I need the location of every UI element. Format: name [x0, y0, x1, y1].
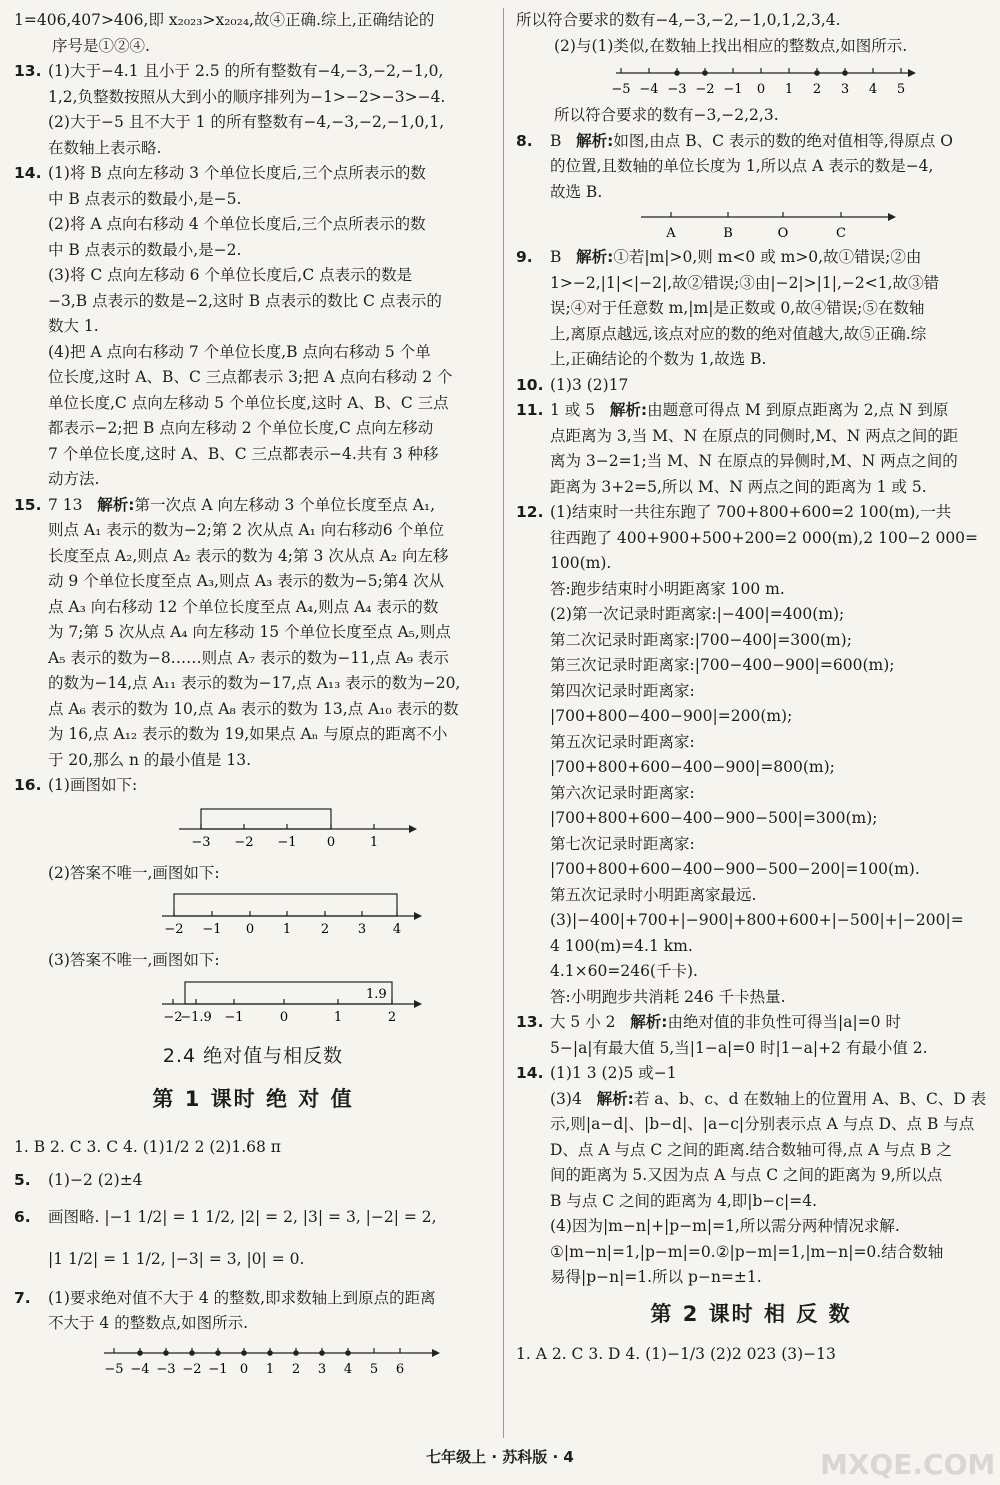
column-divider [503, 8, 504, 1438]
text-line: 距离为 3+2=5,所以 M、N 两点之间的距离为 1 或 5. [550, 477, 927, 496]
text-line: 中 B 点表示的数最小,是−2. [48, 240, 242, 259]
axis-label: 1.9 [366, 986, 387, 1002]
question-number: 7. [14, 1288, 31, 1307]
question-number: 12. [516, 503, 544, 521]
text-line: |700+800+600−400−900−500|=300(m); [550, 809, 878, 827]
fraction: 1/2 [164, 1137, 190, 1156]
text-line: ①若|m|>0,则 m<0 或 m>0,故①错误;②由 [613, 248, 922, 266]
answer: 大 5 小 2 [550, 1013, 616, 1031]
text-line: 第五次记录时距离家: [550, 732, 695, 751]
text-line: (3)将 C 点向左移动 6 个单位长度后,C 点表示的数是 [48, 266, 413, 284]
text-line: 示,则|a−d|、|b−d|、|a−c|分别表示点 A 与点 D、点 B 与点 [550, 1115, 975, 1133]
tick-label: −1 [277, 834, 297, 850]
text-line: 1. B 2. C 3. C 4. (1) [14, 1137, 165, 1156]
text-line: 序号是①②④. [52, 36, 150, 55]
tick-label: 1 [265, 1361, 275, 1377]
tick-label: −1 [224, 1009, 244, 1025]
tick-label: 5 [896, 82, 906, 97]
tick-label: 4 [392, 922, 402, 937]
text-line: 点距离为 3,当 M、N 在原点的同侧时,M、N 两点之间的距 [550, 426, 959, 445]
tick-label: 2 [291, 1361, 301, 1377]
tick-label: 2 [812, 82, 822, 97]
tick-label: −3 [191, 834, 211, 850]
text-line: |1 1/2| = 1 1/2, |−3| = 3, |0| = 0. [48, 1249, 305, 1268]
tick-label: 3 [357, 922, 367, 937]
text-line: 的数为−14,点 A₁₁ 表示的数为−17,点 A₁₃ 表示的数为−20, [48, 674, 461, 692]
question-number: 15. [14, 495, 42, 514]
text-line: 数大 1. [48, 317, 99, 335]
text-line: 则点 A₁ 表示的数为−2;第 2 次从点 A₁ 向右移动6 个单位 [48, 521, 445, 539]
text-line: 4.1×60=246(千卡). [550, 962, 698, 980]
number-line-figure-7b [516, 61, 986, 101]
tick-label: 6 [395, 1361, 405, 1377]
tick-label: 1 [282, 922, 292, 937]
tick-label: 3 [840, 82, 850, 97]
tick-label: −2 [164, 922, 184, 937]
text-line: 4 100(m)=4.1 km. [550, 936, 693, 955]
text-line: 100(m). [550, 554, 612, 572]
integer-point [241, 1350, 247, 1356]
watermark: MXQE.COM [820, 1448, 996, 1481]
analysis-label: 解析: [609, 401, 648, 419]
tick-label: A [666, 226, 676, 241]
question-number: 14. [14, 164, 42, 182]
text-line: 第一次点 A 向左移动 3 个单位长度至点 A₁, [134, 495, 436, 514]
text-line: 易得|p−n|=1.所以 p−n=±1. [550, 1268, 762, 1286]
tick-label: 3 [317, 1361, 327, 1377]
analysis-label: 解析: [630, 1013, 668, 1031]
text-line: 第五次记录时小明距离家最远. [550, 885, 757, 904]
answer: 1 或 5 [550, 401, 596, 419]
text-line: (1)要求绝对值不大于 4 的整数,即求数轴上到原点的距离 [48, 1288, 436, 1307]
text-line: 上,离原点越远,该点对应的数的绝对值越大,故⑤正确.综 [550, 324, 927, 343]
tick-label: 1 [784, 82, 794, 97]
question-number: 11. [516, 401, 544, 419]
question-number: 13. [516, 1013, 544, 1031]
text-line: ①|m−n|=1,|p−m|=0.②|p−m|=1,|m−n|=0.结合数轴 [550, 1242, 944, 1261]
tick-label: −4 [639, 82, 659, 97]
axis-ticks [665, 212, 846, 241]
axis-ticks [163, 999, 396, 1025]
text-line: 答:小明跑步共消耗 246 千卡热量. [550, 987, 786, 1006]
text-line: 第三次记录时距离家:|700−400−900|=600(m); [550, 656, 895, 674]
tick-label: −2 [695, 82, 715, 97]
text-line: 位长度,这时 A、B、C 三点都表示 3;把 A 点向右移动 2 个 [48, 368, 453, 386]
tick-label: −5 [611, 82, 631, 97]
text-line: (3)答案不唯一,画图如下: [48, 951, 220, 969]
text-line: 如图,由点 B、C 表示的数的绝对值相等,得原点 O [613, 131, 953, 150]
tick-label: −3 [667, 82, 687, 97]
text-line: (2)第一次记录时距离家:|−400|=400(m); [550, 605, 845, 623]
text-line: 在数轴上表示略. [48, 138, 162, 157]
text-line: A₅ 表示的数为−8……则点 A₇ 表示的数为−11,点 A₉ 表示 [48, 648, 449, 667]
tick-label: −2 [163, 1009, 183, 1025]
tick-label: −1 [202, 922, 222, 937]
text-line: 中 B 点表示的数最小,是−5. [48, 189, 242, 208]
tick-label: −1.9 [180, 1009, 212, 1025]
text-line: (2)与(1)类似,在数轴上找出相应的整数点,如图所示. [554, 36, 908, 55]
text-line: 7 个单位长度,这时 A、B、C 三点都表示−4.共有 3 种移 [48, 444, 439, 463]
integer-point [345, 1350, 351, 1356]
text-line: |700+800−400−900|=200(m); [550, 707, 793, 725]
text-line: 不大于 4 的整数点,如图所示. [48, 1314, 249, 1332]
tick-label: 4 [343, 1361, 353, 1377]
analysis-label: 解析: [97, 495, 135, 514]
text-line: D、点 A 与点 C 之间的距离.结合数轴可得,点 A 与点 B 之 [550, 1140, 952, 1159]
answer: 7 13 [48, 495, 83, 514]
text-line: 1,2,负整数按照从大到小的顺序排列为−1>−2>−3>−4. [48, 87, 446, 106]
tick-label: 0 [245, 922, 255, 937]
text-line: 1. A 2. C 3. D 4. (1)−1/3 (2)2 023 (3)−13 [516, 1344, 836, 1363]
tick-label: −4 [130, 1361, 150, 1377]
question-number: 5. [14, 1170, 31, 1189]
number-line-figure-1 [14, 801, 492, 859]
tick-label: −5 [104, 1361, 124, 1377]
question-number: 6. [14, 1207, 31, 1226]
text-line: 5−|a|有最大值 5,当|1−a|=0 时|1−a|+2 有最小值 2. [550, 1038, 928, 1057]
text-line: 第七次记录时距离家: [550, 834, 695, 853]
lesson-title: 第 2 课时 相 反 数 [650, 1301, 852, 1326]
text-line: (2)答案不唯一,画图如下: [48, 863, 220, 882]
text-line: (3)|−400|+700+|−900|+800+600+|−500|+|−200|= [550, 911, 964, 929]
question-number: 8. [516, 131, 533, 150]
left-column [14, 8, 492, 1385]
tick-label: −3 [156, 1361, 176, 1377]
text-line: 于 20,那么 n 的最小值是 13. [48, 750, 251, 769]
text-line: 第二次记录时距离家:|700−400|=300(m); [550, 630, 852, 649]
text-line: 为 7;第 5 次从点 A₄ 向左移动 15 个单位长度至点 A₅,则点 [48, 623, 451, 641]
text-line: (2)大于−5 且不大于 1 的所有整数有−4,−3,−2,−1,0,1, [48, 113, 445, 131]
text-line: 点 A₃ 向右移动 12 个单位长度至点 A₄,则点 A₄ 表示的数 [48, 597, 439, 616]
analysis-label: 解析: [576, 131, 614, 150]
question-number: 10. [516, 375, 544, 394]
section-title: 2.4 绝对值与相反数 [162, 1044, 344, 1067]
text-line: 答:跑步结束时小明距离家 100 m. [550, 579, 785, 598]
text-line: 上,正确结论的个数为 1,故选 B. [550, 350, 767, 368]
analysis-label: 解析: [576, 248, 614, 266]
integer-point [319, 1350, 325, 1356]
text-line: 第四次记录时距离家: [550, 681, 695, 700]
text-line: (1)大于−4.1 且小于 2.5 的所有整数有−4,−3,−2,−1,0, [48, 62, 444, 80]
tick-label: O [777, 226, 789, 241]
text-line: (1)画图如下: [48, 776, 138, 794]
number-line-figure-7 [14, 1339, 492, 1383]
text-line: 故选 B. [550, 182, 603, 201]
text-line: 所以符合要求的数有−3,−2,2,3. [554, 106, 779, 124]
answer: (3)4 [550, 1089, 582, 1108]
analysis-label: 解析: [596, 1089, 634, 1108]
integer-point [293, 1350, 299, 1356]
question-number: 13. [14, 62, 42, 80]
text-line: 长度至点 A₂,则点 A₂ 表示的数为 4;第 3 次从点 A₂ 向左移 [48, 546, 449, 565]
integer-point [267, 1350, 273, 1356]
text-line: 1=406,407>406,即 x₂₀₂₃>x₂₀₂₄,故④正确.综上,正确结论的 [14, 11, 435, 29]
integer-point [674, 70, 680, 76]
text-line: 动 9 个单位长度至点 A₃,则点 A₃ 表示的数为−5;第4 次从 [48, 572, 445, 590]
text-line: 离为 3−2=1;当 M、N 在原点的异侧时,M、N 两点之间的 [550, 452, 958, 470]
text-line: (4)把 A 点向右移动 7 个单位长度,B 点向右移动 5 个单 [48, 342, 431, 361]
tick-label: −1 [723, 82, 743, 97]
right-column [516, 8, 986, 1371]
tick-label: 0 [756, 82, 766, 97]
text-line: 误;④对于任意数 m,|m|是正数或 0,故④错误;⑤在数轴 [550, 299, 925, 317]
number-line-figure-8 [516, 207, 986, 243]
answer: B [550, 248, 562, 266]
text-line: 点 A₆ 表示的数为 10,点 A₈ 表示的数为 13,点 A₁₀ 表示的数 [48, 699, 459, 718]
integer-point [163, 1350, 169, 1356]
text-line: (4)因为|m−n|+|p−m|=1,所以需分两种情况求解. [550, 1217, 900, 1235]
integer-point [215, 1350, 221, 1356]
text-line: |700+800+600−400−900|=800(m); [550, 758, 835, 776]
axis-ticks [164, 911, 401, 937]
tick-label: B [723, 226, 733, 241]
tick-label: 1 [333, 1009, 343, 1025]
text-line: (1)3 (2)17 [550, 375, 629, 394]
text-line: 1>−2,|1|<|−2|,故②错误;③由|−2|>|1|,−2<1,故③错 [550, 273, 939, 292]
text-line: |700+800+600−400−900−500−200|=100(m). [550, 860, 920, 878]
page-footer: 七年级上 · 苏科版 · 4 [426, 1448, 574, 1466]
text-line: 往西跑了 400+900+500+200=2 000(m),2 100−2 000= [550, 528, 979, 547]
text-line: 由绝对值的非负性可得当|a|=0 时 [667, 1013, 901, 1031]
tick-label: 2 [387, 1009, 397, 1025]
tick-label: 2 [320, 922, 330, 937]
text-line: (2)将 A 点向右移动 4 个单位长度后,三个点所表示的数 [48, 215, 426, 233]
tick-label: 0 [279, 1009, 289, 1025]
integer-point [137, 1350, 143, 1356]
tick-label: 4 [868, 82, 878, 97]
axis-ticks [191, 824, 378, 850]
text-line: 间的距离为 5.又因为点 A 与点 C 之间的距离为 9,所以点 [550, 1166, 943, 1184]
text-line: (1)−2 (2)±4 [48, 1170, 143, 1189]
text-line: 单位长度,C 点向左移动 5 个单位长度,这时 A、B、C 三点 [48, 393, 449, 412]
integer-point [702, 70, 708, 76]
tick-label: 0 [239, 1361, 249, 1377]
text-line: (1)结束时一共往东跑了 700+800+600=2 100(m),一共 [550, 503, 952, 521]
lesson-title: 第 1 课时 绝 对 值 [152, 1086, 354, 1111]
text-line: 都表示−2;把 B 点向左移动 2 个单位长度,C 点向左移动 [48, 419, 434, 437]
text-line: −3,B 点表示的数是−2,这时 B 点表示的数比 C 点表示的 [48, 291, 442, 310]
integer-point [814, 70, 820, 76]
question-number: 16. [14, 776, 42, 794]
text-line: 第六次记录时距离家: [550, 783, 695, 802]
question-number: 9. [516, 248, 533, 266]
question-number: 14. [516, 1064, 544, 1082]
text-line: 的位置,且数轴的单位长度为 1,所以点 A 表示的数是−4, [550, 157, 934, 175]
text-line: 2 (2)1.68 π [189, 1137, 281, 1156]
axis-ticks [104, 1348, 404, 1377]
text-line: (1)将 B 点向左移动 3 个单位长度后,三个点所表示的数 [48, 164, 426, 182]
text-line: (1)1 3 (2)5 或−1 [550, 1064, 677, 1082]
integer-point [842, 70, 848, 76]
tick-label: −1 [208, 1361, 228, 1377]
integer-point [189, 1350, 195, 1356]
tick-label: 1 [369, 834, 379, 850]
tick-label: −2 [234, 834, 254, 850]
text-line: 由题意可得点 M 到原点距离为 2,点 N 到原 [647, 401, 949, 419]
text-line: 画图略. |−1 1/2| = 1 1/2, |2| = 2, |3| = 3, |−2| = 2, [48, 1207, 437, 1226]
answer: B [550, 131, 562, 150]
number-line-figure-3 [14, 976, 492, 1034]
text-line: 所以符合要求的数有−4,−3,−2,−1,0,1,2,3,4. [516, 11, 841, 29]
axis-ticks [611, 68, 905, 97]
text-line: B 与点 C 之间的距离为 4,即|b−c|=4. [550, 1191, 818, 1210]
tick-label: −2 [182, 1361, 202, 1377]
tick-label: C [836, 226, 846, 241]
text-line: 若 a、b、c、d 在数轴上的位置用 A、B、C、D 表 [633, 1089, 987, 1108]
text-line: 为 16,点 A₁₂ 表示的数为 19,如果点 Aₙ 与原点的距离不小 [48, 725, 448, 743]
tick-label: 5 [369, 1361, 379, 1377]
tick-label: 0 [326, 834, 336, 850]
text-line: 动方法. [48, 470, 100, 488]
number-line-figure-2 [14, 888, 492, 946]
